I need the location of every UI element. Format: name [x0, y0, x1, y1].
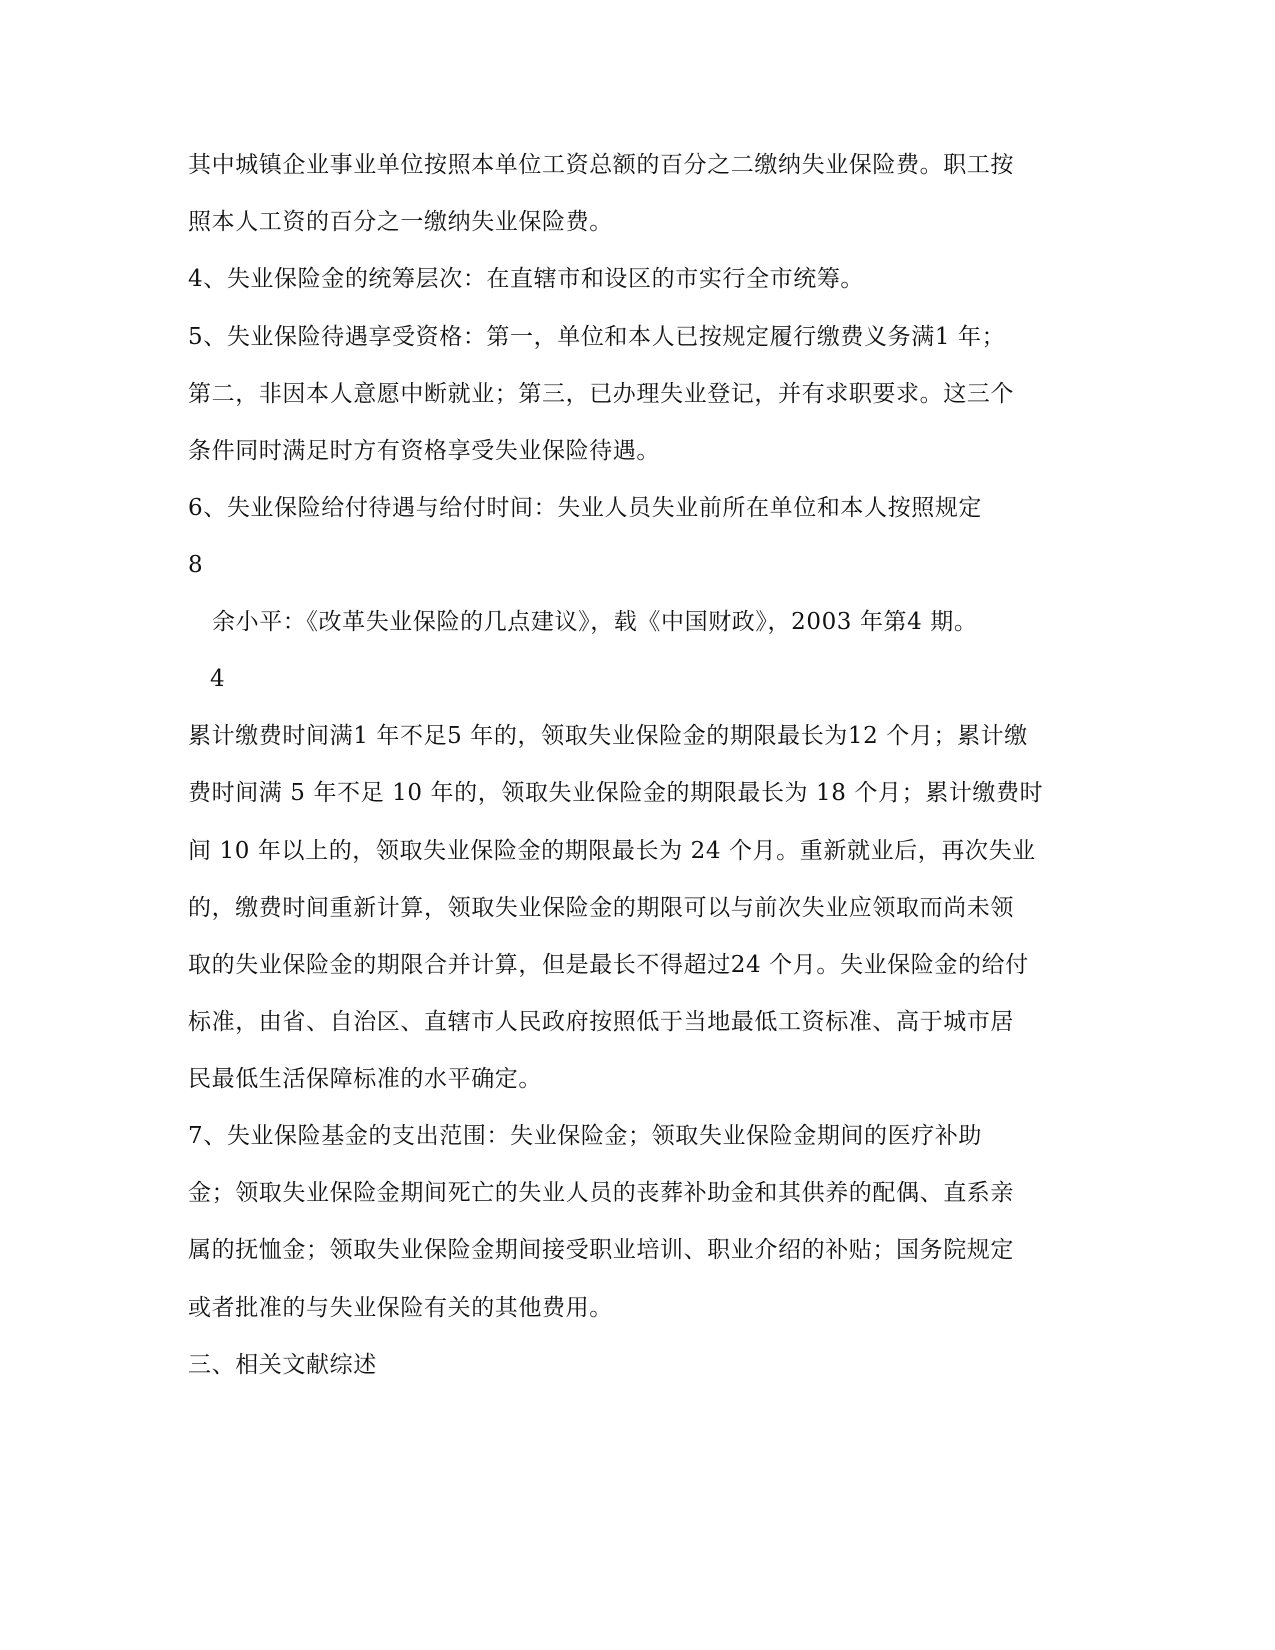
paragraph-line: 其中城镇企业事业单位按照本单位工资总额的百分之二缴纳失业保险费。职工按	[188, 152, 1014, 178]
paragraph-line: 标准，由省、自治区、直辖市人民政府按照低于当地最低工资标准、高于城市居	[188, 1009, 1014, 1035]
paragraph-line: 的，缴费时间重新计算，领取失业保险金的期限可以与前次失业应领取而尚未领	[188, 895, 1014, 921]
paragraph-line: 6、失业保险给付待遇与给付时间：失业人员失业前所在单位和本人按照规定	[188, 495, 983, 521]
paragraph-line: 间 10 年以上的，领取失业保险金的期限最长为 24 个月。重新就业后，再次失业	[188, 838, 1036, 864]
paragraph-line: 累计缴费时间满1 年不足5 年的，领取失业保险金的期限最长为12 个月；累计缴	[188, 723, 1028, 749]
paragraph-line: 照本人工资的百分之一缴纳失业保险费。	[188, 209, 613, 235]
paragraph-line: 取的失业保险金的期限合并计算，但是最长不得超过24 个月。失业保险金的给付	[188, 952, 1029, 978]
page-number: 4	[210, 666, 226, 692]
paragraph-line: 4、失业保险金的统筹层次：在直辖市和设区的市实行全市统筹。	[188, 266, 865, 292]
paragraph-line: 民最低生活保障标准的水平确定。	[188, 1066, 542, 1092]
paragraph-line: 或者批准的与失业保险有关的其他费用。	[188, 1295, 613, 1321]
footnote-text: 余小平：《改革失业保险的几点建议》，载《中国财政》，2003 年第4 期。	[212, 609, 978, 635]
paragraph-line: 第二，非因本人意愿中断就业；第三，已办理失业登记，并有求职要求。这三个	[188, 381, 1014, 407]
paragraph-line: 属的抚恤金；领取失业保险金期间接受职业培训、职业介绍的补贴；国务院规定	[188, 1237, 1014, 1263]
paragraph-line: 金；领取失业保险金期间死亡的失业人员的丧葬补助金和其供养的配偶、直系亲	[188, 1180, 1014, 1206]
paragraph-line: 费时间满 5 年不足 10 年的，领取失业保险金的期限最长为 18 个月；累计缴费时	[188, 780, 1044, 806]
paragraph-line: 5、失业保险待遇享受资格：第一，单位和本人已按规定履行缴费义务满1 年；	[188, 324, 1006, 350]
paragraph-line: 条件同时满足时方有资格享受失业保险待遇。	[188, 438, 660, 464]
paragraph-line: 7、失业保险基金的支出范围：失业保险金；领取失业保险金期间的医疗补助	[188, 1123, 983, 1149]
footnote-number: 8	[188, 552, 204, 578]
section-heading: 三、相关文献综述	[188, 1352, 377, 1378]
